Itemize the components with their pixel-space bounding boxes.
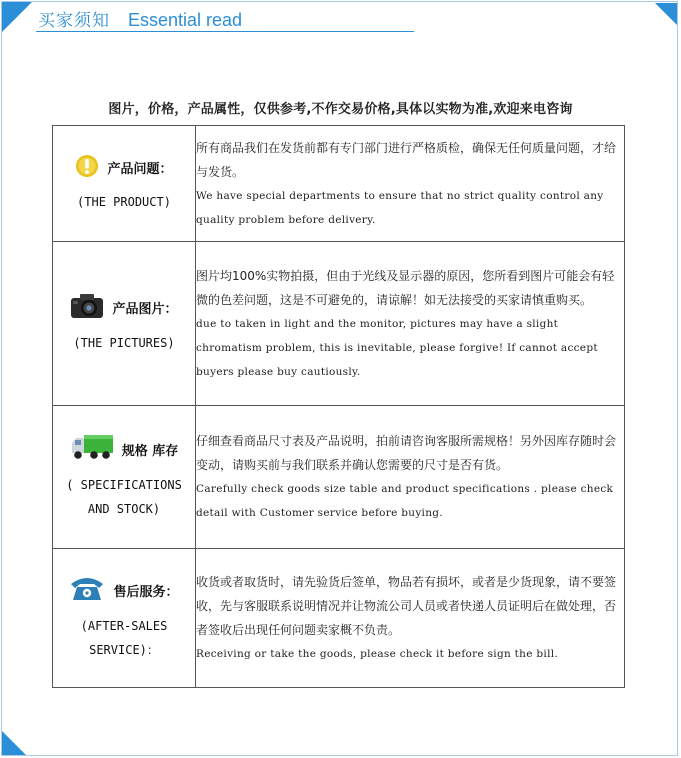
table-row: [53, 406, 625, 549]
row-text-en: Carefully check goods size table and product specifications . please check detail with Customer service before buying.: [196, 483, 614, 519]
row-text-cn: 图片均100%实物拍摄，但由于光线及显示器的原因，您所看到图片可能会有轻微的色差问题，这是不可避免的，请谅解！如无法接受的买家请慎重购买。: [196, 268, 615, 307]
row-label-cell: [53, 549, 196, 688]
row-text-en: due to taken in light and the monitor, pictures may have a slight chromatism problem, this is inevitable, please forgive! If cannot accept buyers please buy cautiously.: [196, 317, 598, 378]
corner-decoration-top-right: [655, 3, 677, 25]
info-table: [52, 125, 625, 688]
corner-decoration-bottom-left: [2, 731, 26, 755]
row-label-en: (THE PICTURES): [73, 335, 175, 350]
truck-icon: [70, 433, 114, 465]
row-text-cn: 所有商品我们在发货前都有专门部门进行严格质检，确保无任何质量问题，才给与发货。: [196, 140, 617, 179]
row-label-cn: 产品图片：: [112, 302, 178, 317]
row-label-en: ( SPECIFICATIONS AND STOCK): [66, 478, 182, 516]
row-label-cn: 产品问题：: [107, 162, 173, 177]
camera-icon: [70, 293, 104, 323]
row-content-cell: [196, 549, 625, 688]
row-text-en: We have special departments to ensure that no strict quality control any quality problem before delivery.: [196, 189, 604, 226]
header-title-en: Essential read: [128, 10, 243, 30]
row-label-cell: [53, 126, 196, 242]
section-header: [38, 6, 242, 32]
row-content-cell: [196, 126, 625, 242]
row-label-en: (THE PRODUCT): [77, 194, 171, 209]
row-text-en: Receiving or take the goods, please check it before sign the bill.: [196, 648, 559, 660]
row-text-cn: 收货或者取货时，请先验货后签单，物品若有损坏，或者是少货现象，请不要签收，先与客服联系说明情况并让物流公司人员或者快递人员证明后在做处理，否者签收后出现任何问题卖家概不负责。: [196, 575, 617, 637]
header-underline: [36, 31, 414, 32]
row-content-cell: [196, 406, 625, 549]
table-row: [53, 549, 625, 688]
row-content-cell: [196, 242, 625, 406]
exclamation-icon: [75, 154, 99, 182]
corner-decoration-top-left: [2, 2, 32, 32]
row-label-cn: 售后服务：: [113, 584, 179, 600]
telephone-icon: [69, 574, 105, 606]
table-row: [53, 242, 625, 406]
header-title-cn: 买家须知: [38, 11, 110, 31]
row-label-cn: 规格 库存: [121, 443, 179, 459]
disclaimer-text: 图片，价格，产品属性，仅供参考,不作交易价格,具体以实物为准,欢迎来电咨询: [108, 102, 573, 117]
row-label-cell: [53, 406, 196, 549]
table-row: [53, 126, 625, 242]
row-text-cn: 仔细查看商品尺寸表及产品说明，拍前请咨询客服所需规格！另外因库存随时会变动，请购买前与我们联系并确认您需要的尺寸是否有货。: [196, 434, 617, 472]
row-label-cell: [53, 242, 196, 406]
row-label-en: (AFTER-SALES SERVICE)：: [80, 619, 168, 657]
